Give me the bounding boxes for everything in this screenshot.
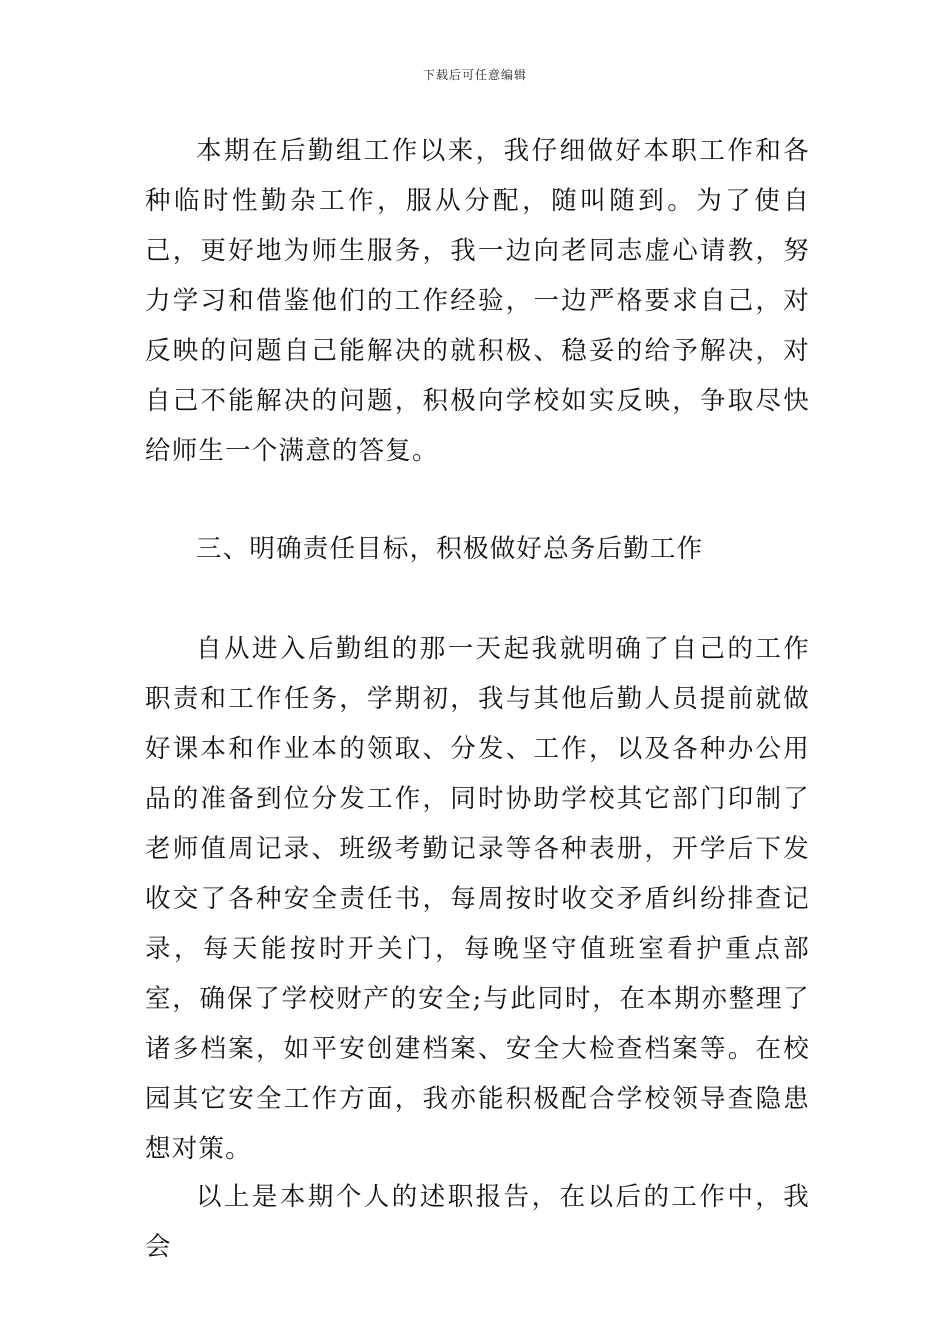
paragraph-duties: 自从进入后勤组的那一天起我就明确了自己的工作职责和工作任务，学期初，我与其他后勤人员提前就做好课本和作业本的领取、分发、工作，以及各种办公用品的准备到位分发工作，同时协助学校其它部门印制了老师值周记录、班级考勤记录等各种表册，开学后下发收交了各种安全责任书，每周按时收交矛盾纠纷排查记录，每天能按时开关门，每晚坚守值班室看护重点部室，确保了学校财产的安全;与此同时，在本期亦整理了诸多档案，如平安创建档案、安全大检查档案等。在校园其它安全工作方面，我亦能积极配合学校领导查隐患想对策。	[145, 634, 810, 1164]
section-heading: 三、明确责任目标，积极做好总务后勤工作	[196, 534, 704, 564]
paragraph-work-attitude: 本期在后勤组工作以来，我仔细做好本职工作和各种临时性勤杂工作，服从分配，随叫随到。为了使自己，更好地为师生服务，我一边向老同志虚心请教，努力学习和借鉴他们的工作经验，一边严格要求自己，对反映的问题自己能解决的就积极、稳妥的给予解决，对自己不能解决的问题，积极向学校如实反映，争取尽快给师生一个满意的答复。	[145, 136, 810, 466]
paragraph-conclusion: 以上是本期个人的述职报告，在以后的工作中，我会	[145, 1182, 810, 1262]
header-note: 下载后可任意编辑	[422, 68, 527, 82]
